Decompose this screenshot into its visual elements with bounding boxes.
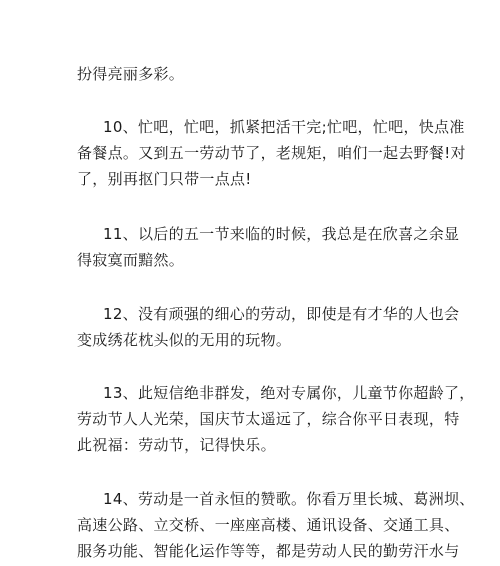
text-line: 高速公路、立交桥、一座座高楼、通讯设备、交通工具、 xyxy=(77,516,460,534)
text-line: 服务功能、智能化运作等等，都是劳动人民的勤劳汗水与 xyxy=(77,542,460,560)
paragraph-13-line: 13、此短信绝非群发，绝对专属你，儿童节你超龄了， xyxy=(103,384,475,402)
text-line: 变成绣花枕头似的无用的玩物。 xyxy=(77,331,292,349)
paragraph-11-line: 11、以后的五一节来临的时候，我总是在欣喜之余显 xyxy=(103,225,460,243)
paragraph-14-line: 14、劳动是一首永恒的赞歌。你看万里长城、葛洲坝、 xyxy=(103,490,475,508)
text-line: 劳动节人人光荣，国庆节太遥远了，综合你平日表现，特 xyxy=(77,410,460,428)
paragraph-10-line: 10、忙吧，忙吧，抓紧把活干完;忙吧，忙吧，快点准 xyxy=(103,118,465,136)
text-line: 得寂寞而黯然。 xyxy=(77,251,185,269)
text-line: 此祝福：劳动节，记得快乐。 xyxy=(77,436,276,454)
text-line: 备餐点。又到五一劳动节了，老规矩，咱们一起去野餐!对 xyxy=(77,144,466,162)
text-line: 扮得亮丽多彩。 xyxy=(77,65,185,83)
paragraph-12-line: 12、没有顽强的细心的劳动，即使是有才华的人也会 xyxy=(103,305,460,323)
text-line: 了，别再抠门只带一点点! xyxy=(77,170,252,188)
